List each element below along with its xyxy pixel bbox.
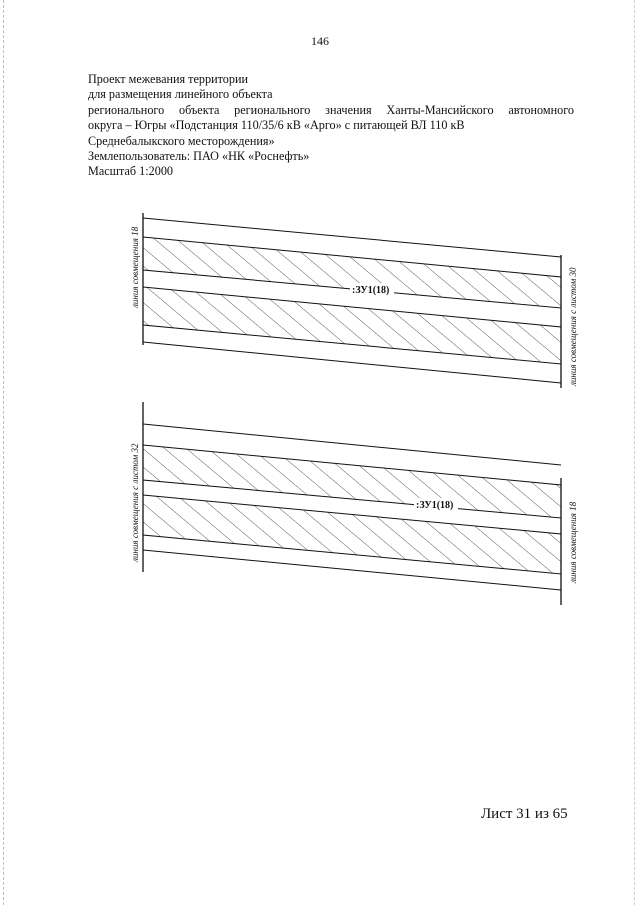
header-scale: Масштаб 1:2000 [88,164,174,179]
header-purpose: для размещения линейного объекта [88,87,273,102]
header-object-line: регионального объекта регионального значения Ханты-Мансийского автономного [88,102,574,117]
sheet-number: Лист 31 из 65 [481,806,568,822]
plan-fragment-2 [130,402,578,605]
page-number: 146 [311,34,329,48]
match-line-right-label: линия совмещения 18 [568,501,578,583]
header-title: Проект межевания территории [88,72,249,86]
header-land-user: Землепользователь: ПАО «НК «Роснефть» [88,149,310,164]
match-line-left-label: линия совмещения с листом 32 [130,443,140,562]
match-line-right-label: линия совмещения с листом 30 [568,267,578,386]
match-line-left-label: линия совмещения 18 [130,226,140,308]
header-field-name: Среднебалыкского месторождения» [88,133,275,148]
plan-fragment-1 [130,213,578,388]
parcel-label: :ЗУ1(18) [416,500,454,511]
parcel-label: :ЗУ1(18) [352,285,390,296]
header-object-continued: округа – Югры «Подстанция 110/35/6 кВ «Арго» с питающей ВЛ 110 кВ [88,118,465,133]
